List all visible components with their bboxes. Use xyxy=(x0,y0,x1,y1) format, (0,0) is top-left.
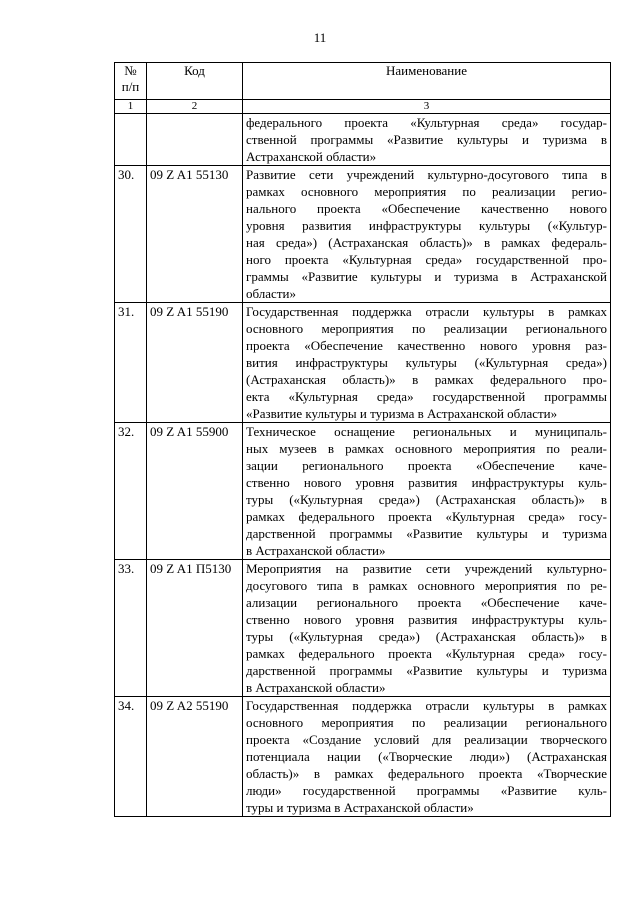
name-line: ственно нового уровня развития инфраструктуры куль- xyxy=(246,475,607,490)
budget-code-table xyxy=(114,62,611,817)
table-row xyxy=(115,697,611,817)
row-name xyxy=(243,560,611,697)
name-line: уровня развития инфраструктуры культуры («Культур- xyxy=(246,218,607,233)
row-code: 09 Z A1 55900 xyxy=(147,423,243,560)
row-name xyxy=(243,697,611,817)
name-line: граммы «Развитие культуры и туризма в Астраханской xyxy=(246,269,607,284)
name-line: туры и туризма в Астраханской области» xyxy=(246,800,474,815)
name-line: ного проекта «Культурная среда» государственной про- xyxy=(246,252,607,267)
row-code: 09 Z A1 П5130 xyxy=(147,560,243,697)
name-line: Астраханской области» xyxy=(246,149,377,164)
page-number: 11 xyxy=(313,30,327,45)
column-number: 1 xyxy=(115,100,147,114)
name-line: «Развитие культуры и туризма в Астраханской области» xyxy=(246,406,558,421)
name-line: туры («Культурная среда») (Астраханская область)» в xyxy=(246,629,607,644)
name-line: область)» в рамках федерального проекта «Творческие xyxy=(246,766,607,781)
row-name xyxy=(243,303,611,423)
name-line: ных музеев в рамках основного мероприятия по реали- xyxy=(246,441,607,456)
name-line: рамках основного мероприятия по реализации регио- xyxy=(246,184,607,199)
name-line: Государственная поддержка отрасли культуры в рамках xyxy=(246,304,607,319)
name-line: дарственной программы «Развитие культуры и туризма xyxy=(246,526,607,541)
name-line: федерального проекта «Культурная среда» государ- xyxy=(246,115,607,130)
table-row xyxy=(115,423,611,560)
name-line: дарственной программы «Развитие культуры и туризма xyxy=(246,663,607,678)
name-line: основного мероприятия по реализации регионального xyxy=(246,715,607,730)
name-line: в Астраханской области» xyxy=(246,543,386,558)
name-line: Государственная поддержка отрасли культуры в рамках xyxy=(246,698,607,713)
row-number: 32. xyxy=(115,423,147,560)
name-line: зации регионального проекта «Обеспечение каче- xyxy=(246,458,607,473)
name-line: ализации регионального проекта «Обеспечение каче- xyxy=(246,595,607,610)
row-number: 31. xyxy=(115,303,147,423)
row-code: 09 Z A1 55190 xyxy=(147,303,243,423)
name-line: туры («Культурная среда») (Астраханская область)» в xyxy=(246,492,607,507)
name-line: рамках федерального проекта «Культурная среда» госу- xyxy=(246,509,607,524)
name-line: проекта «Создание условий для реализации творческого xyxy=(246,732,607,747)
header-name: Наименование xyxy=(243,63,611,100)
name-line: ная среда») (Астраханская область)» в рамках федераль- xyxy=(246,235,607,250)
name-line: ственно нового уровня развития инфраструктуры куль- xyxy=(246,612,607,627)
table-row xyxy=(115,166,611,303)
name-line: проекта «Обеспечение качественно нового уровня раз- xyxy=(246,338,607,353)
table-row xyxy=(115,560,611,697)
header-num: № п/п xyxy=(115,63,147,100)
column-number: 2 xyxy=(147,100,243,114)
name-line: Техническое оснащение региональных и муниципаль- xyxy=(246,424,607,439)
name-line: досугового типа в рамках основного мероприятия по ре- xyxy=(246,578,607,593)
table-row xyxy=(115,303,611,423)
name-line: нального проекта «Обеспечение качественно нового xyxy=(246,201,607,216)
name-line: екта «Культурная среда» государственной программы xyxy=(246,389,607,404)
row-number: 30. xyxy=(115,166,147,303)
row-name xyxy=(243,114,611,166)
row-code: 09 Z A1 55130 xyxy=(147,166,243,303)
name-line: люди» государственной программы «Развитие куль- xyxy=(246,783,607,798)
name-line: в Астраханской области» xyxy=(246,680,386,695)
name-line: основного мероприятия по реализации регионального xyxy=(246,321,607,336)
name-line: вития инфраструктуры культуры («Культурная среда») xyxy=(246,355,607,370)
row-name xyxy=(243,166,611,303)
row-name xyxy=(243,423,611,560)
column-number: 3 xyxy=(243,100,611,114)
name-line: (Астраханская область)» в рамках федерального про- xyxy=(246,372,607,387)
name-line: области» xyxy=(246,286,296,301)
table-row xyxy=(115,114,611,166)
name-line: Мероприятия на развитие сети учреждений культурно- xyxy=(246,561,607,576)
row-number xyxy=(115,114,147,166)
name-line: потенциала нации («Творческие люди») (Астраханская xyxy=(246,749,607,764)
header-code: Код xyxy=(147,63,243,100)
name-line: ственной программы «Развитие культуры и туризма в xyxy=(246,132,607,147)
row-number: 33. xyxy=(115,560,147,697)
row-code xyxy=(147,114,243,166)
row-code: 09 Z A2 55190 xyxy=(147,697,243,817)
row-number: 34. xyxy=(115,697,147,817)
column-number-row xyxy=(115,100,611,114)
name-line: рамках федерального проекта «Культурная среда» госу- xyxy=(246,646,607,661)
table-header-row xyxy=(115,63,611,100)
name-line: Развитие сети учреждений культурно-досугового типа в xyxy=(246,167,607,182)
